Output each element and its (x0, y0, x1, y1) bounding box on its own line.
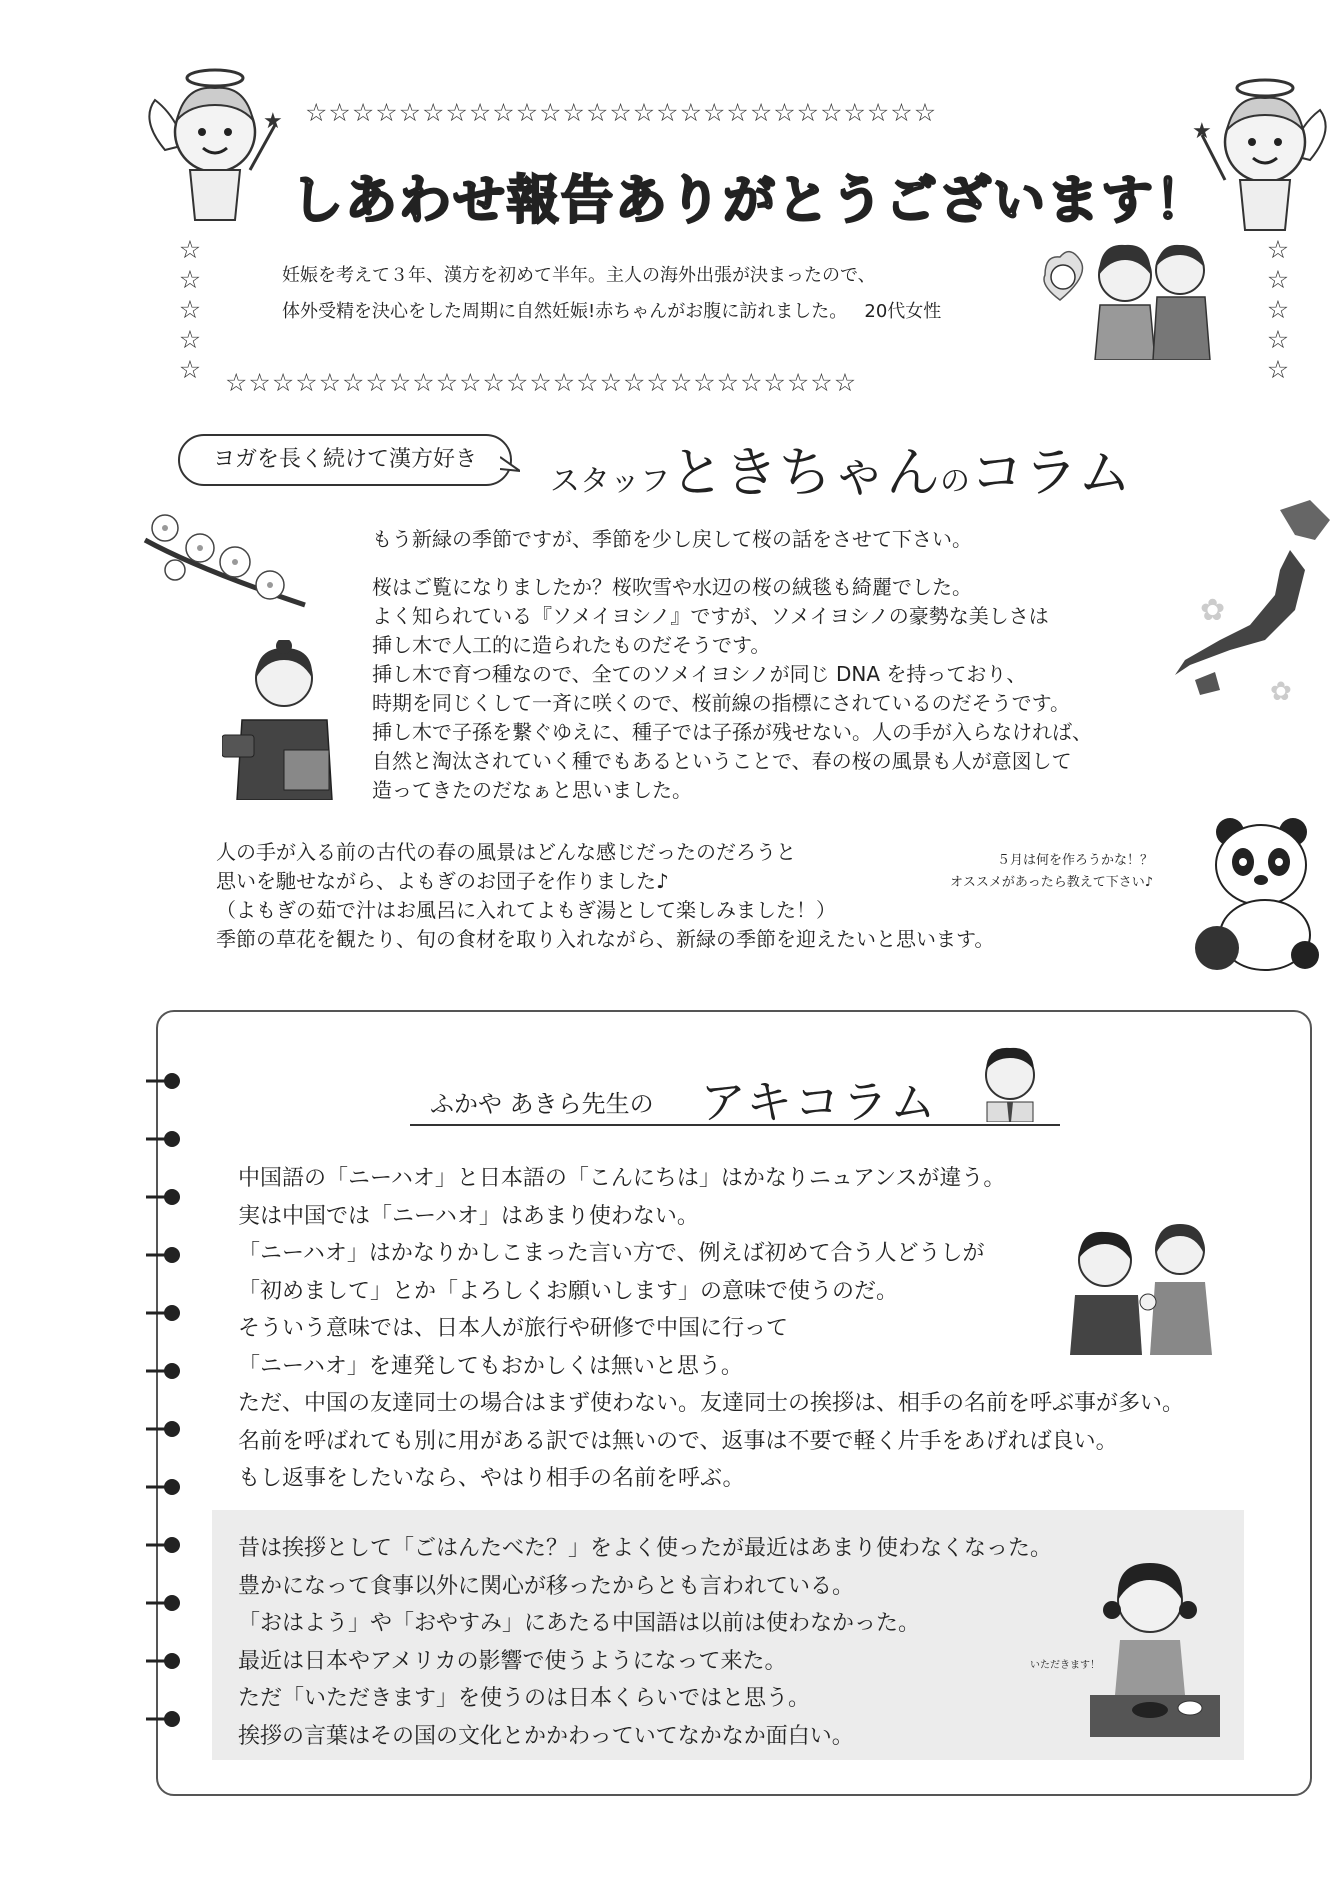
aki-column-text: 中国語の「ニーハオ」と日本語の「こんにちは」はかなりニュアンスが違う。 実は中国では「ニーハオ」はあまり使わない。 「ニーハオ」はかなりかしこまった言い方で、例えば初めて合う人どうしが 「初めまして」とか「よろしくお願いします」の意味で使うのだ。 そういう意味では、日本人が旅行や研修で中国に行って 「ニーハオ」を連発してもおかしくは無いと思う。 ただ、中国の友達同士の場合はまず使わない。友達同士の挨拶は、相手の名前を呼ぶ事が多い。 名前を呼ばれても別に用がある訳では無いので、返事は不要で軽く片手をあげれば良い。 もし返事をしたいなら、やはり相手の名前を呼ぶ。 (238, 1166, 1185, 1491)
report-line-1: 妊娠を考えて３年、漢方を初めて半年。主人の海外出張が決まったので、 (282, 265, 876, 286)
column1-paragraph1: 桜はご覧になりましたか？桜吹雪や水辺の桜の絨毯も綺麗でした。 よく知られている『ソメイヨシノ』ですが、ソメイヨシノの豪勢な美しさは 挿し木で人工的に造られたものだそうです。 挿し木で育つ種なので、全てのソメイヨシノが同じ DNA を持っており、 時期を同じくして一斉に咲くので、桜前線の指標にされているのだそうです。 挿し木で子孫を繋ぐゆえに、種子では子孫が残せない。人の手が入らなければ、 自然と淘汰されていく種でもあるということで、春の桜の風景も人が意図して 造ってきたのだなぁと思いました。 (372, 575, 1092, 802)
report-author: 20代女性 (864, 301, 942, 322)
angel-illustration-right (1190, 70, 1330, 240)
binder-ring-icon (146, 1128, 182, 1150)
aki-title-prefix: ふかや あきら先生の (430, 1090, 654, 1118)
binder-ring-icon (146, 1592, 182, 1614)
column1-intro: もう新緑の季節ですが、季節を少し戻して桜の話をさせて下さい。 (372, 527, 972, 551)
binder-ring-icon (146, 1418, 182, 1440)
girl-eating-illustration (1090, 1545, 1230, 1740)
star-border-left: ☆ ☆ ☆ ☆ ☆ (178, 235, 202, 384)
report-line-2: 体外受精を決心をした周期に自然妊娠!赤ちゃんがお腹に訪れました。 20代女性 (282, 301, 942, 322)
column1-title: スタッフときちゃんのコラム (550, 441, 1132, 504)
star-border-bottom: ☆☆☆☆☆☆☆☆☆☆☆☆☆☆☆☆☆☆☆☆☆☆☆☆☆☆☆ (225, 368, 858, 397)
svg-text:★: ★ (1192, 119, 1212, 144)
binder-ring-icon (146, 1302, 182, 1324)
binder-ring-icon (146, 1534, 182, 1556)
happiness-report-text (282, 258, 941, 330)
japan-map-illustration (1170, 500, 1336, 720)
svg-text:★: ★ (263, 109, 283, 134)
svg-text:✿: ✿ (1270, 677, 1292, 707)
svg-text:✿: ✿ (1200, 593, 1226, 628)
staff-woman-illustration (222, 640, 352, 800)
column1-bubble-label: ヨガを長く続けて漢方好き (178, 434, 512, 486)
column1-paragraph2: 人の手が入る前の古代の春の風景はどんな感じだったのだろうと 思いを馳せながら、よもぎのお団子を作りました♪ （よもぎの茹で汁はお風呂に入れてよもぎ湯として楽しみました！） 季節の草花を観たり、旬の食材を取り入れながら、新緑の季節を迎えたいと思います。 (216, 840, 995, 951)
aki-highlight-text: 昔は挨拶として「ごはんたべた？」をよく使ったが最近はあまり使わなくなった。 豊かになって食事以外に関心が移ったからとも言われている。 「おはよう」や「おやすみ」にあたる中国語は以前は使わなかった。 最近は日本やアメリカの影響で使うようになって来た。 ただ「いただきます」を使うのは日本くらいではと思う。 挨拶の言葉はその国の文化とかかわっていてなかなか面白い。 (238, 1536, 1053, 1749)
binder-ring-icon (146, 1186, 182, 1208)
angel-illustration-left (145, 60, 295, 230)
binder-ring-icon (146, 1708, 182, 1730)
aki-column-title (410, 1060, 1060, 1129)
binder-ring-icon (146, 1070, 182, 1092)
panda-illustration (1195, 810, 1325, 975)
couple-illustration (1015, 225, 1215, 360)
binder-ring-icon (146, 1650, 182, 1672)
binder-ring-icon (146, 1244, 182, 1266)
girl-caption: いただきます！ (1030, 1660, 1100, 1671)
greeting-people-illustration (1060, 1210, 1225, 1355)
panda-note: ５月は何を作ろうかな！？ オススメがあったら教えて下さい♪ (950, 853, 1154, 890)
teacher-avatar-illustration (975, 1040, 1045, 1122)
binder-ring-icon (146, 1476, 182, 1498)
aki-title-main: アキコラム (700, 1075, 938, 1129)
star-border-top: ☆☆☆☆☆☆☆☆☆☆☆☆☆☆☆☆☆☆☆☆☆☆☆☆☆☆☆ (305, 98, 938, 127)
bubble-tail-icon (500, 455, 520, 473)
cherry-blossom-branch-illustration (140, 500, 310, 620)
happiness-report-title: しあわせ報告ありがとうございます！ (290, 171, 1209, 231)
star-border-right: ☆ ☆ ☆ ☆ ☆ (1266, 235, 1290, 384)
binder-ring-icon (146, 1360, 182, 1382)
